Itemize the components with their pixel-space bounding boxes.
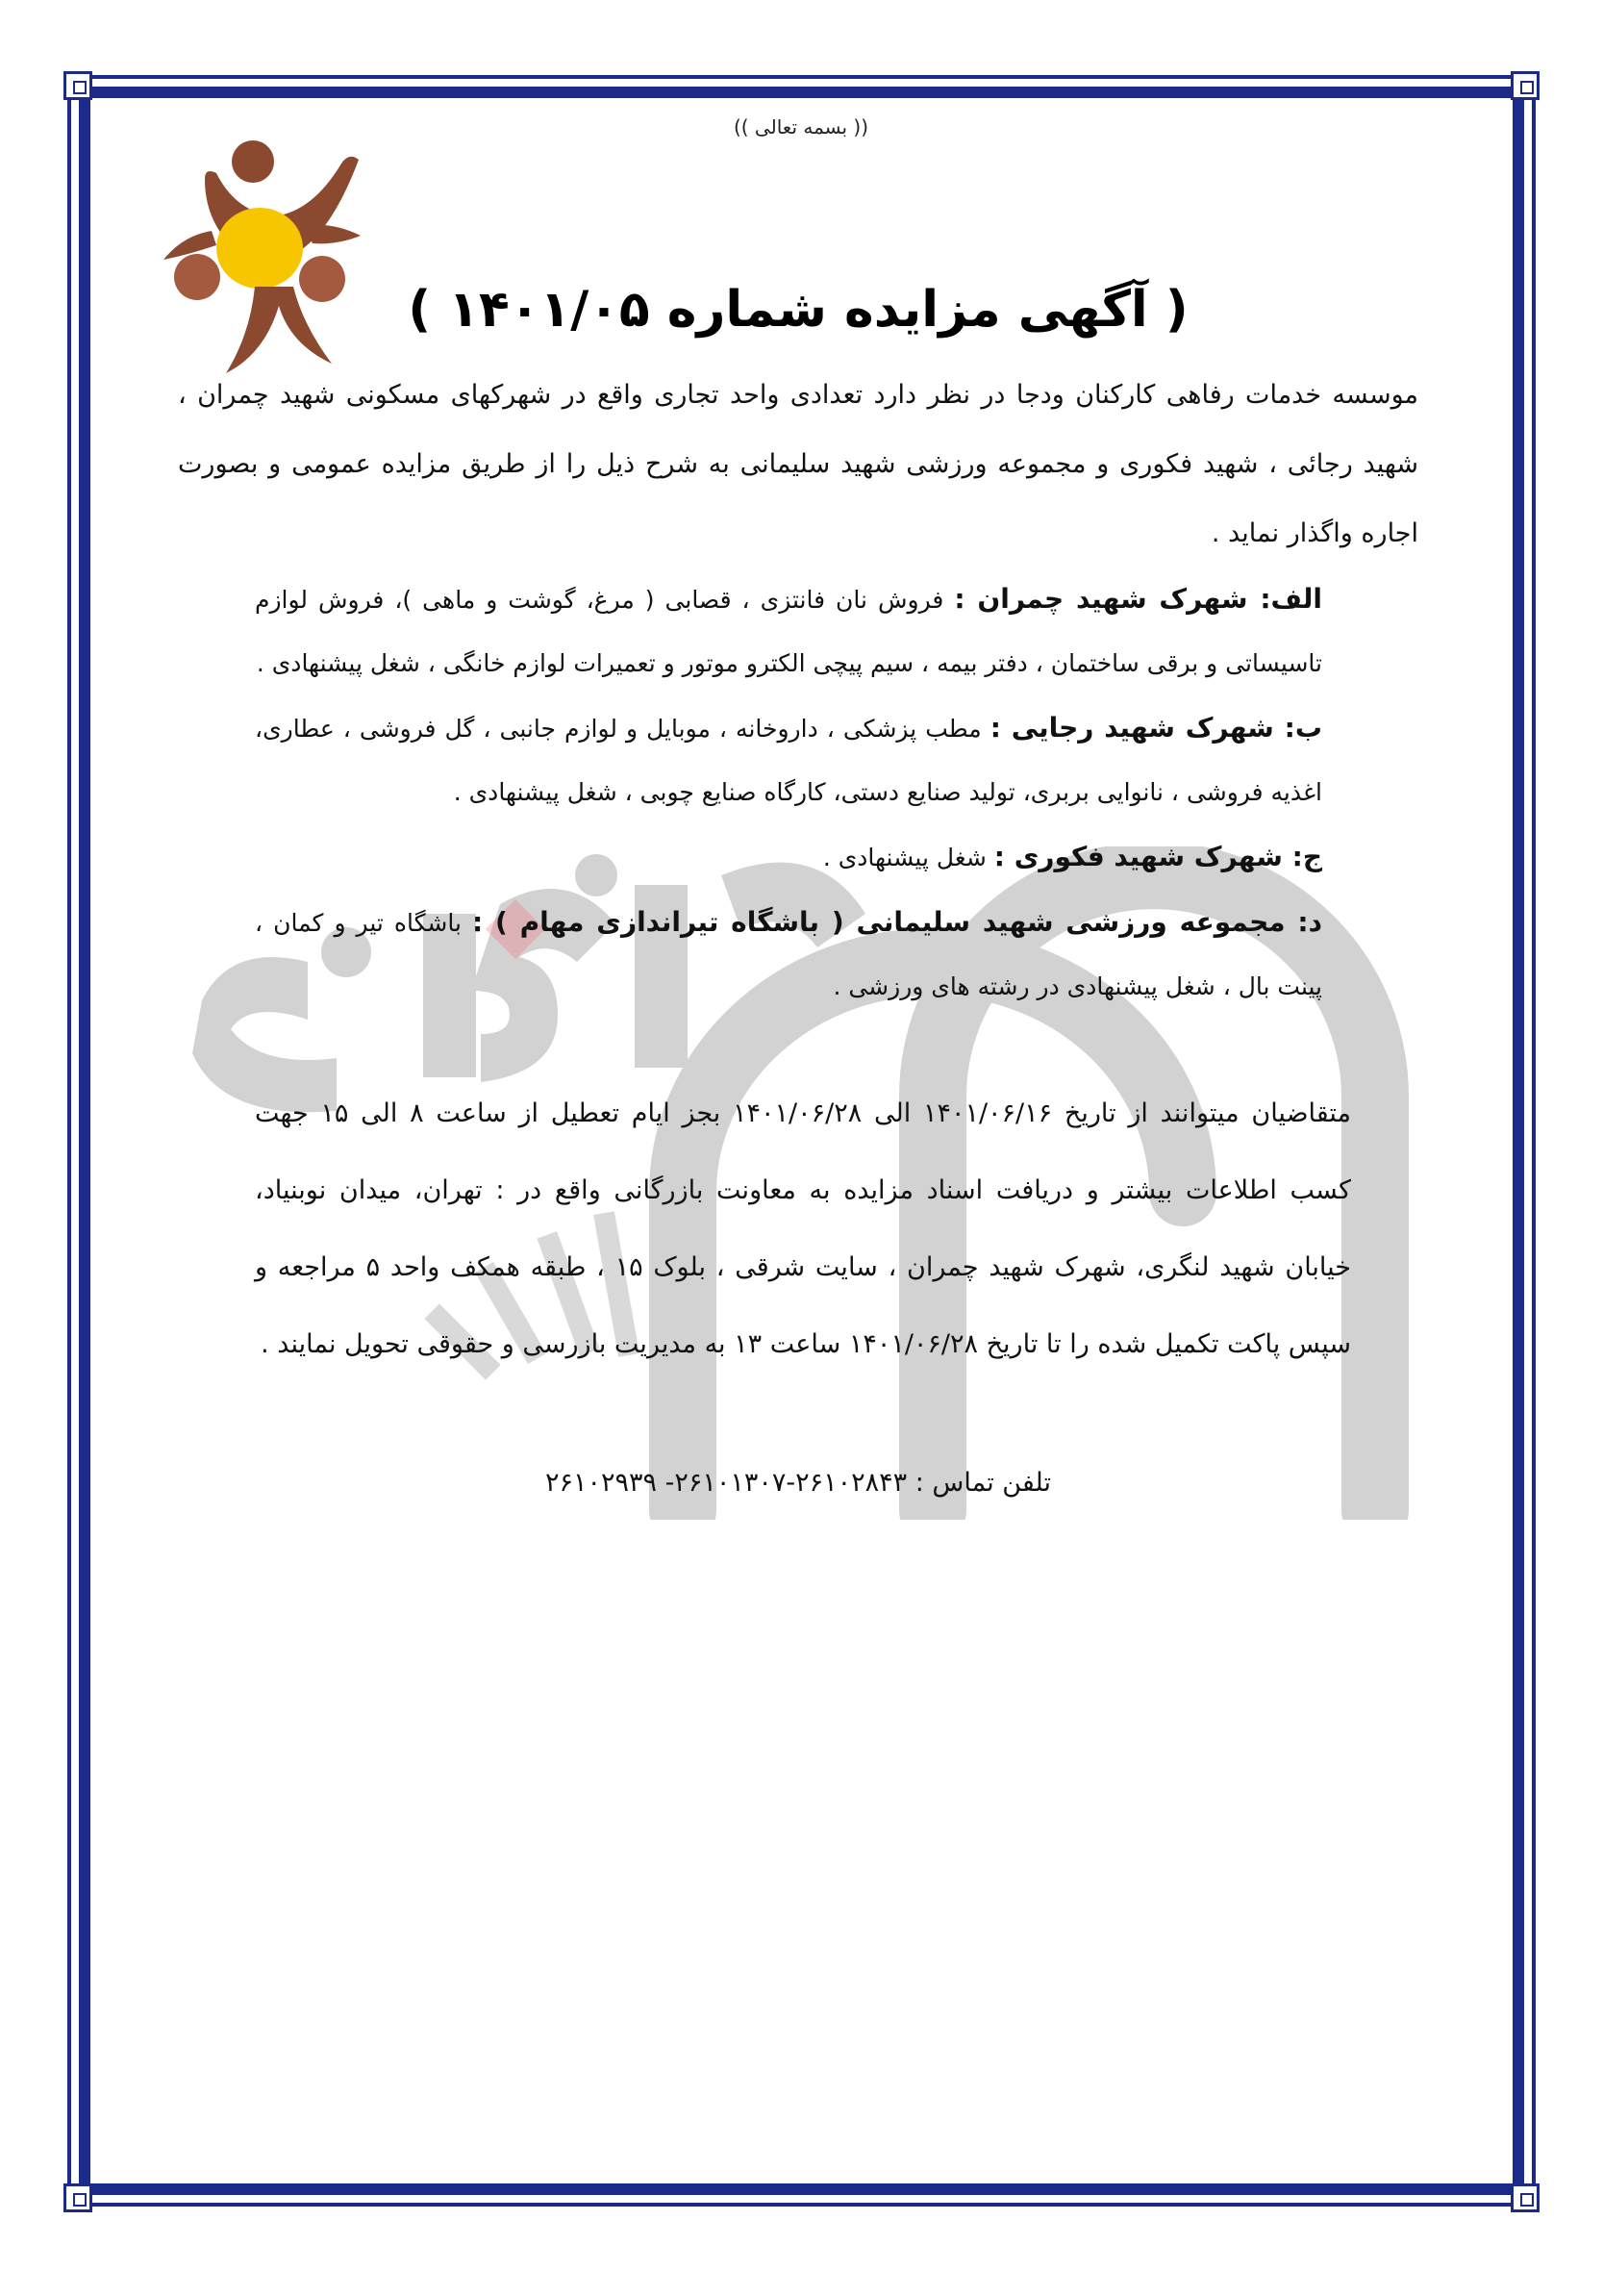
instructions-paragraph: متقاضیان میتوانند از تاریخ ۱۴۰۱/۰۶/۱۶ الی ۱۴۰۱/۰۶/۲۸ بجز ایام تعطیل از ساعت ۸ الی ۱۵ جهت کسب اطلاعات بیشتر و دریافت اسناد مزایده به معاونت بازرگانی واقع در : تهران، میدان نوبنیاد، خیابان شهید لنگری، شهرک شهید چمران ، سایت شرقی ، بلوک ۱۵ ، طبقه همکف واحد ۵ مراجعه و سپس پاکت تکمیل شده را تا تاریخ ۱۴۰۱/۰۶/۲۸ ساعت ۱۳ به مدیریت بازرسی و حقوقی تحویل نمایند .: [255, 1098, 1351, 1359]
item-label: ب: شهرک شهید رجایی :: [989, 712, 1322, 744]
contact-numbers: ۲۶۱۰۲۸۴۳-۲۶۱۰۱۳۰۷- ۲۶۱۰۲۹۳۹: [545, 1468, 908, 1498]
item-text: مطب پزشکی ، داروخانه ، موبایل و لوازم جانبی ، گل فروشی ، عطاری، اغذیه فروشی ، نانوایی بربری، تولید صنایع دستی، کارگاه صنایع چوبی ، شغل پیشنهادی .: [255, 715, 1322, 806]
page-title: ( آگهی مزایده شماره ۱۴۰۱/۰۵ ): [408, 281, 1189, 339]
item-label: ج: شهرک شهید فکوری :: [993, 841, 1322, 872]
item-label: الف: شهرک شهید چمران :: [954, 583, 1322, 615]
item-text: فروش نان فانتزی ، قصابی ( مرغ، گوشت و ماهی )، فروش لوازم تاسیساتی و برقی ساختمان ، دفتر بیمه ، سیم پیچی الکترو موتور و تعمیرات لوازم خانگی ، شغل پیشنهادی .: [255, 586, 1322, 677]
list-item: [255, 891, 1322, 1019]
list-item: [255, 696, 1322, 824]
contact-label: تلفن تماس :: [914, 1468, 1051, 1498]
item-text: باشگاه تیر و کمان ، پینت بال ، شغل پیشنهادی در رشته های ورزشی .: [255, 909, 1322, 1000]
item-label: د: مجموعه ورزشی شهید سلیمانی ( باشگاه تیراندازی مهام ) :: [471, 906, 1322, 938]
invocation-header: (( بسمه تعالی )): [733, 115, 869, 139]
intro-paragraph: موسسه خدمات رفاهی کارکنان ودجا در نظر دارد تعدادی واحد تجاری واقع در شهرکهای مسکونی شهید چمران ، شهید رجائی ، شهید فکوری و مجموعه ورزشی شهید سلیمانی به شرح ذیل را از طریق مزایده عمومی و بصورت اجاره واگذار نماید .: [178, 380, 1418, 548]
contact-phone: [442, 1468, 1154, 1498]
list-item: [255, 825, 1322, 890]
item-text: شغل پیشنهادی .: [822, 844, 987, 871]
list-item: [255, 568, 1322, 695]
